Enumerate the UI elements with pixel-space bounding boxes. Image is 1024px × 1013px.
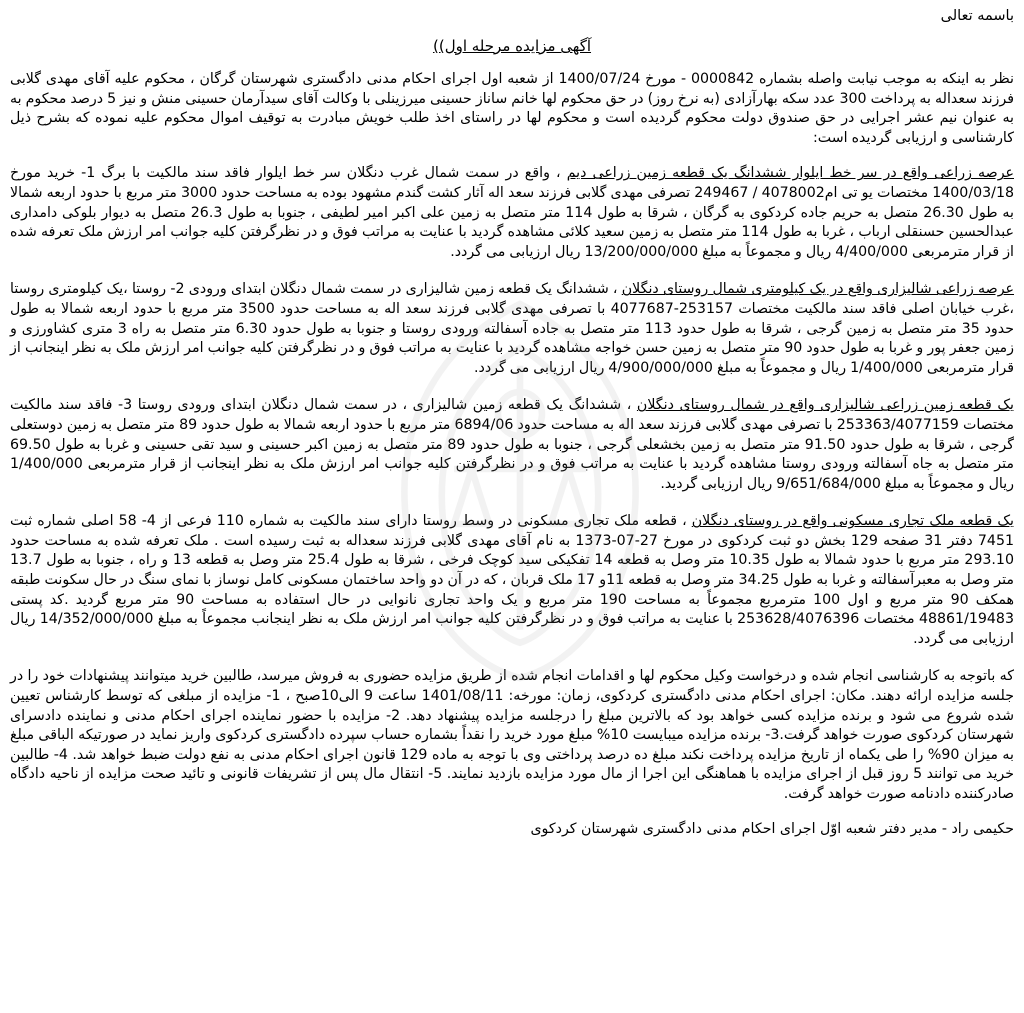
notice-heading: باسمه تعالی — [940, 8, 1014, 24]
item-lead-2: عرصه زراعی شالیزاری واقع در یک کیلومتری شمال روستای دنگلان — [621, 281, 1014, 298]
item-body-3: ، ششدانگ یک قطعه زمین شالیزاری ، در سمت شمال دنگلان ابتدای ورودی روستا 3- فاقد سند مالکیت مختصات 253363/4077159 با تصرفی مهدی گلابی فرزند سعد اله به مساحت حدود 6894/06 متر مربع با حدود اربعه شمالا به طول حدود 89 متر متصل به زمین دوستعلی گرجی ، شرقا به طول حدود 91.50 متر متصل به زمین بخشعلی گرجی ، جنوبا به طول حدود 89 متر متصل به زمین اکبر حسینی و سید تقی حسینی و غربا به طول 69.50 متر متصل به جاه آسفالته ورودی روستا مشاهده گردید با عنایت به مراتب فوق و در نظرگرفتن کلیه جوانب امر ارزش ملک به نظر اینجانب از قرار مترمربعی 1/400/000 ریال و مجموعاً به مبلغ 9/651/684/000 ریال ارزیابی گردید. — [10, 397, 1014, 492]
item-lead-4: یک قطعه ملک تجاری مسکونی واقع در روستای دنگلان — [691, 513, 1014, 530]
item-body-2: ، ششدانگ یک قطعه زمین شالیزاری در سمت شمال دنگلان ابتدای ورودی 2- روستا ،یک کیلومتری روستا ،غرب خیابان اصلی فاقد سند مالکیت مختصات 253157-4077687 با تصرفی مهدی گلابی فرزند سعد اله به مساحت حدود 3500 متر مربع با حدود اربعه شمالا به طول حدود 35 متر متصل به زمین گرجی ، شرقا به طول حدود 113 متر متصل به جاده آسفالته ورودی روستا و جنوبا به طول حدود 6.30 متر متصل به راه 3 متری کشاورزی و زمین جعفر پور و غربا به طول حدود 90 متر متصل به زمین حسن خواجه مشاهده گردید با عنایت به مراتب فوق و در نظرگرفتن کلیه جوانب امر ارزش ملک به نظر اینجانب از قرار مترمربعی 1/400/000 ریال و مجموعاً به مبلغ 4/900/000/000 ریال ارزیابی می گردد. — [10, 281, 1015, 376]
item-paragraph-1 — [10, 164, 1014, 262]
item-paragraph-4 — [10, 512, 1014, 649]
intro-paragraph: نظر به اینکه به موجب نیابت واصله بشماره 0000842 - مورخ 1400/07/24 از شعبه اول اجرای احکام مدنی دادگستری شهرستان گرگان ، محکوم علیه آقای مهدی گلابی فرزند سعداله به پرداخت 300 عدد سکه بهارآزادی (به نرخ روز) در حق محکوم لها خانم ساناز حسینی میرزینلی با وکالت آقای سیدآرمان حسینی منش و نیز 5 درصد محکوم به به عنوان نیم عشر اجرایی در حق صندوق دولت محکوم گردیده است و محکوم لها در راستای اخذ طلب خویش مبادرت به توقیف اموال محکوم علیه نموده که بشرح ذیل کارشناسی و ارزیابی گردیده است: — [10, 71, 1014, 146]
item-body-1: ، واقع در سمت شمال غرب دنگلان سر خط ایلوار فاقد سند مالکیت با برگ 1- خرید مورخ 1400/03/18 مختصات یو تی ام4078002 / 249467 تصرفی مهدی گلابی فرزند سعد اله آثار کشت گندم مشهود بوده به مساحت حدود 3000 متر مربع با حدود اربعه شمالا به طول 26.30 متصل به حریم جاده کردکوی به گرگان ، شرقا به طول 114 متر متصل به زمین علی اکبر امیر لطیفی ، جنوبا به طول 26.3 متصل به دیوار بلوکی دامداری عبدالحسین حسنقلی ارباب ، غربا به طول 114 متر متصل به زمین سعید کلائی مشاهده گردید با عنایت به مراتب فوق و در نظرگرفتن کلیه جوانب امر ارزش ملک تعرفه شده از قرار مترمربعی 4/400/000 ریال و مجموعاً به مبلغ 13/200/000/000 ریال ارزیابی می گردد. — [10, 165, 1014, 260]
item-paragraph-2 — [10, 280, 1014, 378]
item-lead-3: یک قطعه زمین زراعی شالیزاری واقع در شمال روستای دنگلان — [636, 397, 1014, 414]
item-body-4: ، قطعه ملک تجاری مسکونی در وسط روستا دارای سند مالکیت به شماره 110 فرعی از 4- 58 اصلی شماره ثبت 7451 دفتر 31 صفحه 129 بخش دو ثبت کردکوی در مورخ 27-07-1373 به نام آقای مهدی گلابی فرزند سعداله به ثبت رسیده است . ملک تعرفه شده به مساحت حدود 293.10 متر مربع با حدود شمالا به طول 10.35 متر وصل به قطعه 14 تفکیکی سید کوچک فرخی ، شرقا به طول 25.4 متر وصل به قطعه 13 و راه ، جنوبا به طول 13.7 متر وصل به معبرآسفالته و غربا به طول 34.25 متر وصل به قطعه 11و 17 ملک قربان ، که در آن دو واحد ساختمان مسکونی کامل نوساز با نمای سنگ در حال سکونت طبقه همکف 90 متر مربع و اول 100 مترمربع مجموعاً به مساحت 190 متر مربع و یک واحد تجاری نانوایی در حال استفاده به مساحت 90 متر مربع گردید .کد پستی 48861/19483 مختصات 253628/4076396 با عنایت به مراتب فوق و در نظرگرفتن کلیه جوانب امر ارزش ملک به نظر اینجانب مجموعاً به مبلغ 14/352/000/000 ریال ارزیابی می گردد. — [10, 513, 1014, 647]
item-lead-1: عرصه زراعی واقع در سر خط ایلوار ششدانگ یک قطعه زمین زراعی دیم — [566, 165, 1014, 182]
signature-line: حکیمی راد - مدیر دفتر شعبه اوّل اجرای احکام مدنی دادگستری شهرستان کردکوی — [530, 820, 1014, 837]
item-paragraph-3 — [10, 396, 1014, 494]
conditions-paragraph: که باتوجه به کارشناسی انجام شده و درخواست وکیل محکوم لها و اقدامات انجام شده از طریق مزایده حضوری به فروش میرسد، طالبین خرید میتوانند پیشنهادات خود را در جلسه مزایده ارائه دهند. مکان: اجرای احکام مدنی دادگستری کردکوی، زمان: مورخه: 1401/08/11 ساعت 9 الی10صبح ، 1- مزایده از مبلغی که توسط کارشناس تعیین شده شروع می شود و برنده مزایده کسی خواهد بود که بالاترین مبلغ را درجلسه مزایده پیشنهاد دهد. 2- مزایده با حضور نماینده اجرای احکام مدنی و نماینده دادسرای شهرستان کردکوی صورت خواهد گرفت.3- برنده مزایده میبایست 10% مبلغ مورد خرید را نقداً بشماره حساب سپرده دادگستری کردکوی واریز نماید در صورتیکه الباقی مبلغ به میزان 90% را طی یکماه از تاریخ مزایده پرداخت نکند مبلغ ده درصد پرداختی وی با توجه به ماده 129 قانون اجرای احکام مدنی به نفع دولت ضبط خواهد شد. 4- طالبین خرید می توانند 5 روز قبل از اجرای مزایده با هماهنگی این اجرا از مال مورد مزایده بازدید نمایند. 5- انتقال مال پس از تشریفات قانونی و تائید صحت مزایده از ناحیه دادگاه صادرکننده دادنامه صورت خواهد گرفت. — [10, 668, 1015, 802]
notice-title: آگهی مزایده مرحله اول)) — [432, 37, 592, 55]
